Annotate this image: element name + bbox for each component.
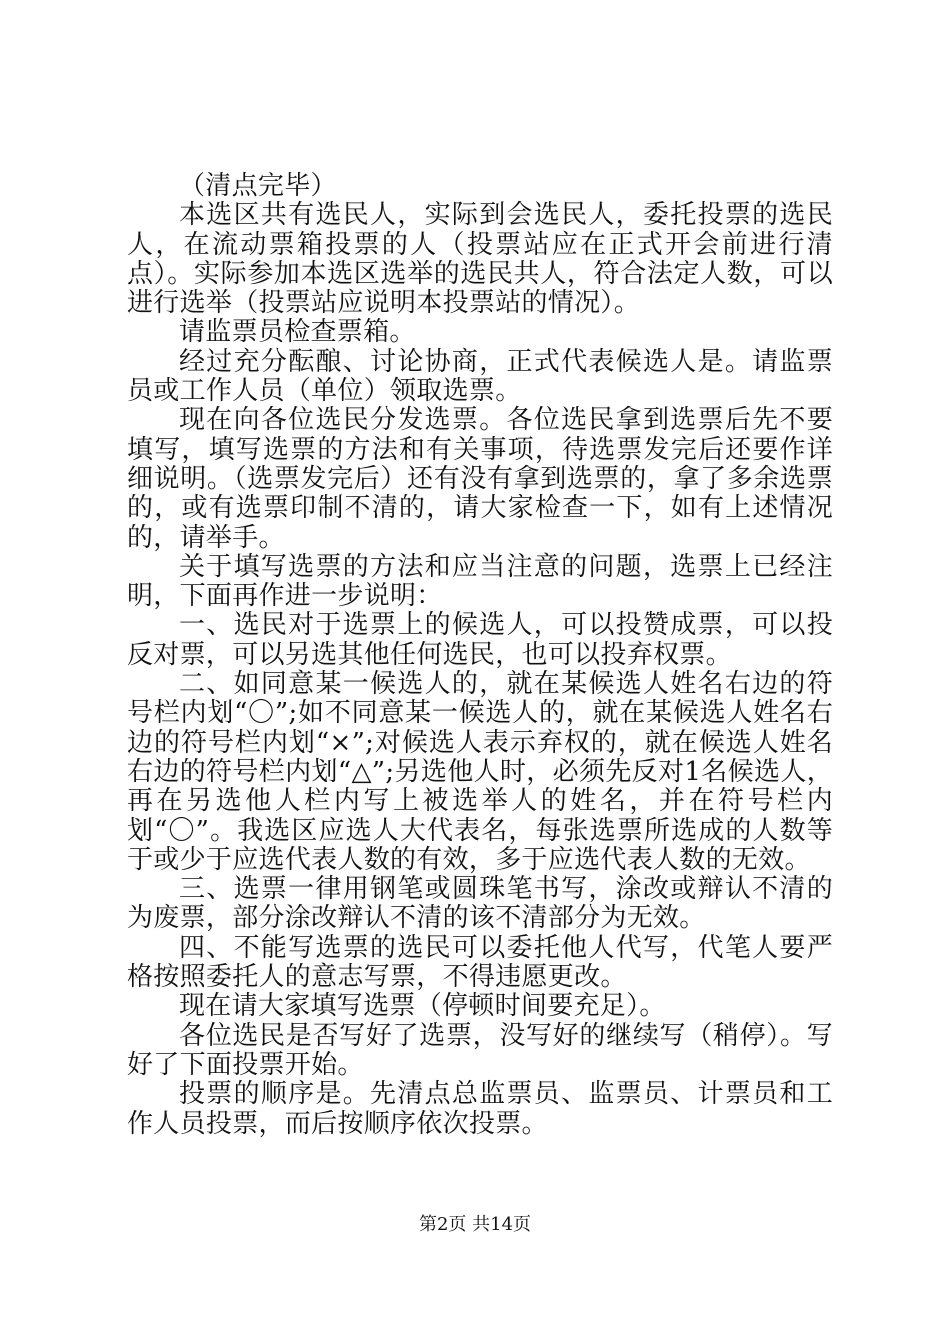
paragraph-count-finished: （清点完毕） (179, 171, 337, 201)
paragraph-rule-two: 二、如同意某一候选人的，就在某候选人姓名右边的符号栏内划“〇”;如不同意某一候选人的，就在某候选人姓名右边的符号栏内划“×”;对候选人表示弃权的，就在候选人姓名右边的符号栏内划“△”;另选他人时，必须先反对1名候选人，再在另选他人栏内写上被选举人的姓名，并在符号栏内划“〇”。我选区应选人大代表名，每张选票所选成的人数等于或少于应选代表人数的有效，多于应选代表人数的无效。 (127, 669, 833, 875)
paragraph-distribute-ballots: 现在向各位选民分发选票。各位选民拿到选票后先不要填写，填写选票的方法和有关事项，待选票发完后还要作详细说明。（选票发完后）还有没有拿到选票的，拿了多余选票的，或有选票印制不清的，请大家检查一下，如有上述情况的，请举手。 (127, 405, 833, 553)
document-body (127, 172, 833, 1139)
paragraph-candidates: 经过充分酝酿、讨论协商，正式代表候选人是。请监票员或工作人员（单位）领取选票。 (127, 346, 833, 407)
paragraph-rule-three: 三、选票一律用钢笔或圆珠笔书写，涂改或辩认不清的为废票，部分涂改辩认不清的该不清部分为无效。 (127, 874, 833, 934)
page-number-footer: 第2页 共14页 (418, 1214, 532, 1235)
paragraph-filling-method-intro: 关于填写选票的方法和应当注意的问题，选票上已经注明，下面再作进一步说明： (127, 551, 833, 612)
paragraph-check-ballot-box: 请监票员检查票箱。 (179, 317, 416, 348)
paragraph-voter-count: 本选区共有选民人，实际到会选民人，委托投票的选民人，在流动票箱投票的人（投票站应在正式开会前进行清点）。实际参加本选区选举的选民共人，符合法定人数，可以进行选举（投票站应说明本投票站的情况）。 (127, 200, 833, 319)
paragraph-rule-four: 四、不能写选票的选民可以委托他人代写，代笔人要严格按照委托人的意志写票，不得违愿更改。 (127, 932, 833, 993)
paragraph-rule-one: 一、选民对于选票上的候选人，可以投赞成票，可以投反对票，可以另选其他任何选民，也可以投弃权票。 (127, 610, 833, 670)
paragraph-fill-ballots: 现在请大家填写选票（停顿时间要充足）。 (179, 991, 666, 1022)
paragraph-voting-starts: 各位选民是否写好了选票，没写好的继续写（稍停）。写好了下面投票开始。 (127, 1020, 833, 1080)
paragraph-voting-order: 投票的顺序是。先清点总监票员、监票员、计票员和工作人员投票，而后按顺序依次投票。 (127, 1079, 833, 1139)
